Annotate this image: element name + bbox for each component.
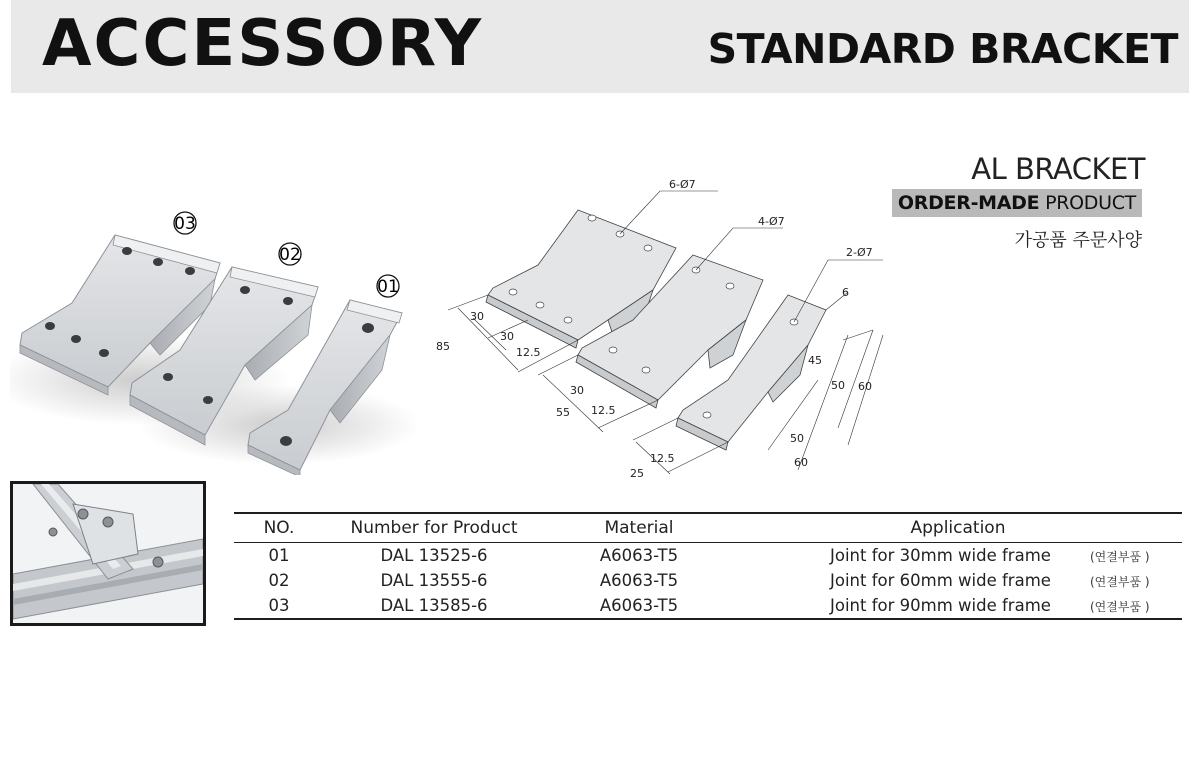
bracket-label-02: 02 <box>279 245 301 265</box>
dim-label: 50 <box>790 432 804 445</box>
badge-rest-text: PRODUCT <box>1039 192 1136 214</box>
table-header-row <box>234 513 1182 543</box>
product-name: AL BRACKET <box>971 152 1145 186</box>
cell-no: 03 <box>268 596 290 615</box>
hole-label-small: 2-Ø7 <box>846 246 873 259</box>
dim-label: 30 <box>570 384 584 397</box>
application-note: (연결부품 ) <box>1090 575 1150 589</box>
technical-drawing <box>428 170 898 490</box>
table-row <box>234 543 1182 569</box>
cell-number: DAL 13585-6 <box>380 596 488 615</box>
application-text: Joint for 60mm wide frame <box>830 571 1051 590</box>
cell-no: 01 <box>268 546 290 565</box>
cell-application <box>734 568 1182 593</box>
cell-number: DAL 13555-6 <box>380 571 488 590</box>
cell-application <box>734 543 1182 569</box>
table-row <box>234 568 1182 593</box>
dim-label: 85 <box>436 340 450 353</box>
col-header-application: Application <box>910 518 1006 538</box>
hole-label-large: 6-Ø7 <box>669 178 696 191</box>
dim-label: 25 <box>630 467 644 480</box>
badge-bold-text: ORDER-MADE <box>897 192 1040 214</box>
page-title: ACCESSORY <box>42 7 484 81</box>
bracket-photo <box>10 195 420 475</box>
dim-label: 6 <box>842 286 849 299</box>
dim-label: 50 <box>831 379 845 392</box>
spec-table <box>234 512 1182 620</box>
order-korean-label: 가공품 주문사양 <box>1014 230 1142 251</box>
dim-label: 55 <box>556 406 570 419</box>
table-row <box>234 593 1182 619</box>
cell-no: 02 <box>268 571 290 590</box>
application-note: (연결부품 ) <box>1090 600 1150 614</box>
bracket-label-01: 01 <box>377 277 399 297</box>
hole-label-medium: 4-Ø7 <box>758 215 785 228</box>
dim-label: 60 <box>858 380 872 393</box>
page-subtitle: STANDARD BRACKET <box>707 25 1178 73</box>
dim-label: 60 <box>794 456 808 469</box>
installation-photo <box>10 481 206 626</box>
dim-label: 12.5 <box>591 404 616 417</box>
col-header-no: NO. <box>263 518 295 538</box>
application-text: Joint for 90mm wide frame <box>830 596 1051 615</box>
cell-material: A6063-T5 <box>599 571 679 590</box>
application-text: Joint for 30mm wide frame <box>830 546 1051 565</box>
order-made-badge <box>892 189 1142 217</box>
dim-label: 12.5 <box>516 346 541 359</box>
cell-application <box>734 593 1182 619</box>
col-header-material: Material <box>604 518 674 538</box>
col-header-number: Number for Product <box>350 518 518 538</box>
dim-label: 30 <box>470 310 484 323</box>
application-note: (연결부품 ) <box>1090 550 1150 564</box>
cell-number: DAL 13525-6 <box>380 546 488 565</box>
dim-label: 45 <box>808 354 822 367</box>
dim-label: 30 <box>500 330 514 343</box>
dim-label: 12.5 <box>650 452 675 465</box>
cell-material: A6063-T5 <box>599 546 679 565</box>
cell-material: A6063-T5 <box>599 596 679 615</box>
bracket-label-03: 03 <box>174 214 196 234</box>
